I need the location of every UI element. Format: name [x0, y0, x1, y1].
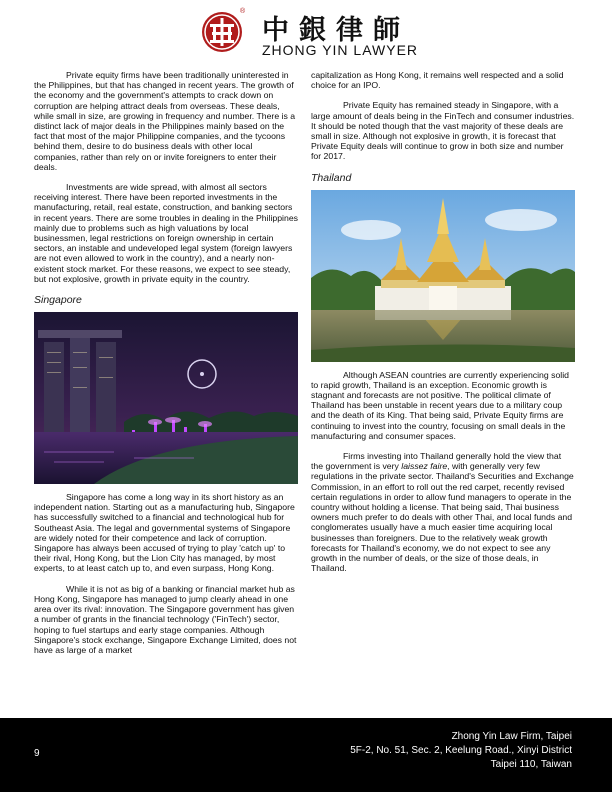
logo-english-name: ZHONG YIN LAWYER — [262, 42, 419, 58]
thailand-heading: Thailand — [311, 171, 352, 184]
thailand-paragraph-1: Although ASEAN countries are currently experiencing solid to rapid growth, Thailand is an exception. Economic growth is stagnant and forecasts are not positive. The political climate of Thailand has been unstable in recent years due to a military coup and the death of its King. That being said, Private Equity firms are continuing to invest into the country, focusing on small deals in the manufacturing and consumer spaces. — [311, 369, 569, 441]
address-line-2: Taipei 110, Taiwan — [490, 759, 572, 770]
right-column — [311, 70, 575, 583]
address-line-1: 5F-2, No. 51, Sec. 2, Keelung Road., Xinyi District — [350, 745, 572, 756]
thailand-paragraph-2 — [311, 451, 575, 573]
page-number: 9 — [34, 748, 40, 759]
firm-address — [350, 730, 572, 772]
thailand-paragraph-2-part-2: , with generally very few regulations in the private sector. Thailand's Securities and Exchange Commission, in an effort to roll out the red carpet, recently revised certain regulations in order to allow fund managers to operate in the country without holding a license. That being said, Thai business owners much prefer to do deals with other Thai, and local funds and conglomerates usually have a much easier time acquiring local businesses than foreigners. Due to the relatively weak growth forecasts for Thailand's economy, we do not expect to see any growth in the number of deals, or the size of those deals, in Thailand. — [311, 461, 574, 574]
singapore-paragraph-2: While it is not as big of a banking or financial market hub as Hong Kong, Singapore has managed to jump clearly ahead in one area over its rival: innovation. The Singapore government has given a number of grants in the financial technology ('FinTech') sector, hoping to fuel startups and early stage companies. Although Singapore's stock exchange, Singapore Exchange Limited, does not have as large of a market — [34, 583, 297, 655]
singapore-paragraph-4: Private Equity has remained steady in Singapore, with a large amount of deals being in the FinTech and consumer industries. It should be noted though that the vast majority of these deals are small in size. Although not explosive in growth, it is forecast that Private Equity deals will continue to grow in both size and number for 2017. — [311, 100, 575, 162]
firm-seal-logo — [200, 10, 244, 54]
philippines-paragraph-2: Investments are wide spread, with almost all sectors receiving interest. There have been reported investments in the manufacturing, retail, real estate, construction, and banking sectors in recent years. There are some troubles in dealing in the Philippines mainly due to problems such as high valuations by local businessmen, legal restrictions on foreign ownership in certain sectors, an instable and undeveloped legal system (foreign lawyers are not even allowed to work in the country), and a nearly non-existent stock market. For these reasons, we expect to see steady, but not explosive, growth in private equity in the country. — [34, 182, 298, 284]
registered-mark: ® — [240, 8, 246, 15]
singapore-paragraph-1: Singapore has come a long way in its short history as an independent nation. Starting out as a manufacturing hub, Singapore has successfully switched to a financial and technological hub for Southeast Asia. The legal and governmental systems of Singapore are widely noted for their competence and lack of corruption. Singapore has always been accused of trying to play 'catch up' to their rival, Hong Kong, but the Lion City has managed, by most experts, to at least catch up to, and even surpass, Hong Kong. — [34, 492, 295, 574]
logo-chinese-name: 中銀律師 — [262, 15, 410, 46]
page-header — [0, 0, 612, 66]
laissez-faire-term: laissez faire — [401, 461, 448, 472]
left-column — [34, 70, 298, 665]
singapore-heading: Singapore — [34, 294, 82, 307]
thailand-paragraph-2-part-1: Firms investing into Thailand generally hold the view that the government is very — [311, 451, 562, 472]
thailand-temple-photo — [311, 190, 575, 362]
firm-name: Zhong Yin Law Firm, Taipei — [451, 731, 572, 742]
page-footer — [0, 718, 612, 792]
singapore-photo — [34, 312, 298, 484]
singapore-paragraph-3: capitalization as Hong Kong, it remains well respected and a solid choice for an IPO. — [311, 70, 564, 91]
philippines-paragraph-1: Private equity firms have been traditionally uninterested in the Philippines, but that has changed in recent years. The growth of the economy and the government's attempts to crack down on corruption are helping attract deals from overseas. These deals, while small in size, are growing in frequency and number. There is a distinct lack of major deals in the Philippines mainly based on the fact that most of the major Philippine companies, and the tycoons behind them, desire to do business deals with other local companies, rather than rely on or invite foreigners to enter their deals. — [34, 70, 296, 172]
